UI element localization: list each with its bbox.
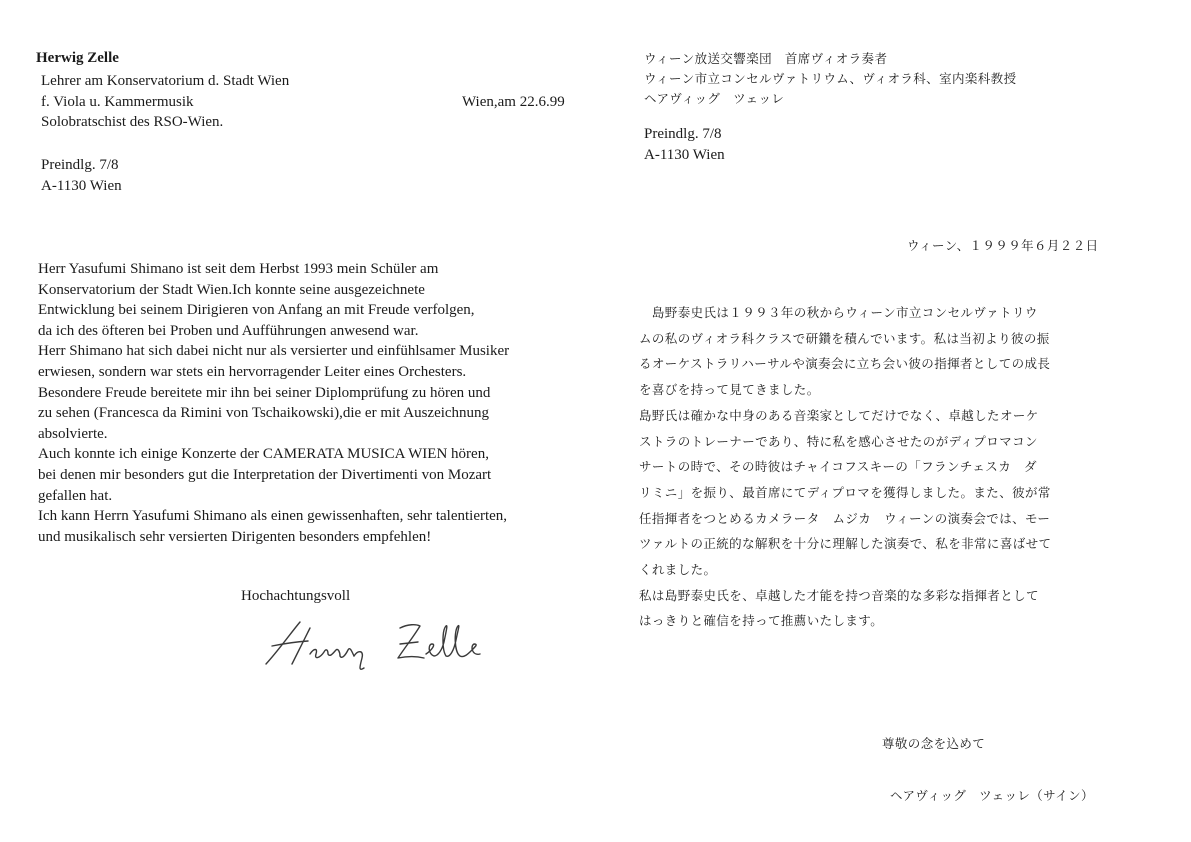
address-city: A-1130 Wien (644, 146, 725, 163)
body-line: ムの私のヴィオラ科クラスで研鑽を積んでいます。私は当初より彼の振 (639, 330, 1050, 346)
title-line-1: Lehrer am Konservatorium d. Stadt Wien (41, 73, 290, 89)
body-line: Auch konnte ich einige Konzerte der CAMERATA MUSICA WIEN hören, (38, 446, 489, 463)
japanese-letter-page (600, 0, 1191, 842)
closing: Hochachtungsvoll (241, 588, 351, 604)
body-line: を喜びを持って見てきました。 (639, 382, 820, 398)
body-line: zu sehen (Francesca da Rimini von Tschaikowski),die er mit Auszeichnung (38, 405, 490, 422)
address-street: Preindlg. 7/8 (41, 157, 119, 173)
body-line: bei denen mir besonders gut die Interpretation der Divertimenti von Mozart (38, 466, 492, 483)
closing-jp: 尊敬の念を込めて (882, 736, 986, 751)
address-street: Preindlg. 7/8 (644, 126, 722, 142)
header-line-1: ウィーン放送交響楽団 首席ヴィオラ奏者 (644, 51, 888, 66)
body-line: 島野氏は確かな中身のある音楽家としてだけでなく、卓越したオーケ (639, 407, 1039, 423)
header-line-2: ウィーン市立コンセルヴァトリウム、ヴィオラ科、室内楽科教授 (644, 71, 1017, 86)
signature-jp: ヘアヴィッグ ツェッレ（サイン） (890, 788, 1094, 803)
body-line: Besondere Freude bereitete mir ihn bei seiner Diplomprüfung zu hören und (38, 384, 491, 401)
body-line: und musikalisch sehr versierten Dirigenten besonders empfehlen! (38, 528, 432, 545)
letter-date-jp: ウィーン、１９９９年６月２２日 (907, 238, 1099, 253)
sender-header-jp (644, 49, 1016, 109)
address-city: A-1130 Wien (41, 177, 122, 194)
title-line-3: Solobratschist des RSO-Wien. (41, 114, 224, 131)
body-line: gefallen hat. (38, 487, 113, 504)
body-line: 任指揮者をつとめるカメラータ ムジカ ウィーンの演奏会では、モー (639, 510, 1051, 526)
body-line: Entwicklung bei seinem Dirigieren von Anfang an mit Freude verfolgen, (38, 302, 475, 319)
body-line: Herr Shimano hat sich dabei nicht nur als versierter und einfühlsamer Musiker (38, 343, 510, 360)
handwritten-signature (260, 606, 500, 676)
sender-address (41, 155, 122, 196)
sender-name: Herwig Zelle (36, 50, 119, 66)
letter-date: Wien,am 22.6.99 (462, 94, 565, 110)
title-line-2: f. Viola u. Kammermusik (41, 93, 194, 110)
body-line: リミニ」を振り、最首席にてディプロマを獲得しました。また、彼が常 (639, 484, 1051, 500)
body-line: Ich kann Herrn Yasufumi Shimano als einen gewissenhaften, sehr talentierten, (38, 508, 508, 525)
header-line-3: ヘアヴィッグ ツェッレ (644, 91, 785, 106)
letter-body-jp (639, 300, 1051, 634)
sender-titles (41, 71, 289, 133)
body-line: 島野泰史氏は１９９３年の秋からウィーン市立コンセルヴァトリウ (639, 305, 1038, 320)
body-line: da ich des öfteren bei Proben und Aufführungen anwesend war. (38, 322, 419, 339)
body-line: Konservatorium der Stadt Wien.Ich konnte seine ausgezeichnete (38, 281, 425, 298)
body-line: erwiesen, sondern war stets ein hervorragender Leiter eines Orchesters. (38, 363, 467, 380)
body-line: くれました。 (639, 562, 717, 578)
body-line: ツァルトの正統的な解釈を十分に理解した演奏で、私を非常に喜ばせて (639, 536, 1052, 552)
body-line: absolvierte. (38, 425, 108, 442)
body-line: るオーケストラリハーサルや演奏会に立ち会い彼の指揮者としての成長 (639, 356, 1051, 372)
body-line: Herr Yasufumi Shimano ist seit dem Herbst 1993 mein Schüler am (38, 261, 439, 277)
body-line: はっきりと確信を持って推薦いたします。 (639, 613, 884, 629)
body-line: 私は島野泰史氏を、卓越した才能を持つ音楽的な多彩な指揮者として (639, 587, 1039, 603)
letter-body (38, 259, 509, 547)
sender-address-jp (644, 124, 725, 165)
body-line: サートの時で、その時彼はチャイコフスキーの「フランチェスカ ダ (639, 459, 1037, 475)
body-line: ストラのトレーナーであり、特に私を感心させたのがディプロマコン (639, 433, 1038, 449)
